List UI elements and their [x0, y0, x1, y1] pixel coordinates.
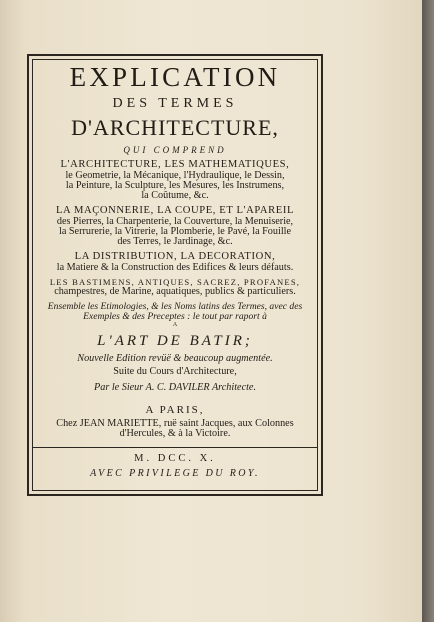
imprint-city: A PARIS, — [145, 403, 205, 416]
block-distribution — [33, 252, 317, 273]
block2-line: des Terres, le Jardinage, &c. — [117, 236, 233, 248]
block3-line: la Matiere & la Construction des Edifices & leurs défauts. — [56, 262, 294, 273]
qui-comprend: QUI COMPREND — [123, 145, 227, 155]
block3-line: LA DISTRIBUTION, LA DECORATION, — [74, 251, 276, 263]
main-title: EXPLICATION — [69, 62, 281, 92]
art-de-batir: L'ART DE BATIR; — [97, 333, 253, 350]
edition-block — [33, 354, 317, 393]
block2-line: des Pierres, la Charpenterie, la Couverture, la Menuiserie, — [56, 215, 294, 227]
block1-line: la Peinture, la Sculpture, les Mesures, les Instrumens, — [65, 179, 285, 191]
block-architecture — [33, 160, 317, 201]
block-maconnerie — [33, 206, 317, 247]
title-page-text — [33, 60, 317, 479]
publication-date: M. DCC. X. — [134, 453, 216, 465]
block-etimologies — [33, 302, 317, 321]
block1-line: L'ARCHITECTURE, LES MATHEMATIQUES, — [60, 159, 290, 170]
subject-title: D'ARCHITECTURE, — [71, 115, 279, 140]
book-spine — [422, 0, 434, 622]
block5-line: Ensemble les Etimologies, & les Noms latins des Termes, avec des — [47, 301, 303, 312]
edition-line: Nouvelle Edition revüë & beaucoup augmentée. — [77, 353, 273, 365]
block4-line: champestres, de Marine, aquatiques, publics & particuliers. — [54, 285, 296, 297]
author-line: Par le Sieur A. C. DAVILER Architecte. — [94, 381, 256, 393]
imprint-line: Chez JEAN MARIETTE, ruë saint Jacques, aux Colonnes — [56, 417, 294, 429]
imprint-line: d'Hercules, & à la Victoire. — [119, 428, 231, 439]
block2-line: LA MAÇONNERIE, LA COUPE, ET L'APAREIL — [55, 205, 295, 217]
suite-line: Suite du Cours d'Architecture, — [113, 366, 237, 378]
block4-line: LES BASTIMENS, ANTIQUES, SACREZ, PROFANES, — [49, 277, 301, 288]
block-bastimens — [33, 278, 317, 297]
block1-line: la Coûtume, &c. — [141, 190, 209, 201]
block1-line: le Geometrie, la Mécanique, l'Hydraulique, le Dessin, — [65, 169, 285, 181]
subtitle-line: DES TERMES — [112, 96, 238, 111]
divider-rule — [33, 447, 317, 448]
small-letter-a: A — [172, 322, 178, 329]
privilege-line: AVEC PRIVILEGE DU ROY. — [90, 467, 260, 479]
block2-line: la Serrurerie, la Vitrerie, la Plomberie, le Pavé, la Fouille — [58, 226, 292, 237]
imprint-block — [33, 419, 317, 439]
block5-line: Exemples & des Preceptes : le tout par raport à — [83, 310, 267, 322]
